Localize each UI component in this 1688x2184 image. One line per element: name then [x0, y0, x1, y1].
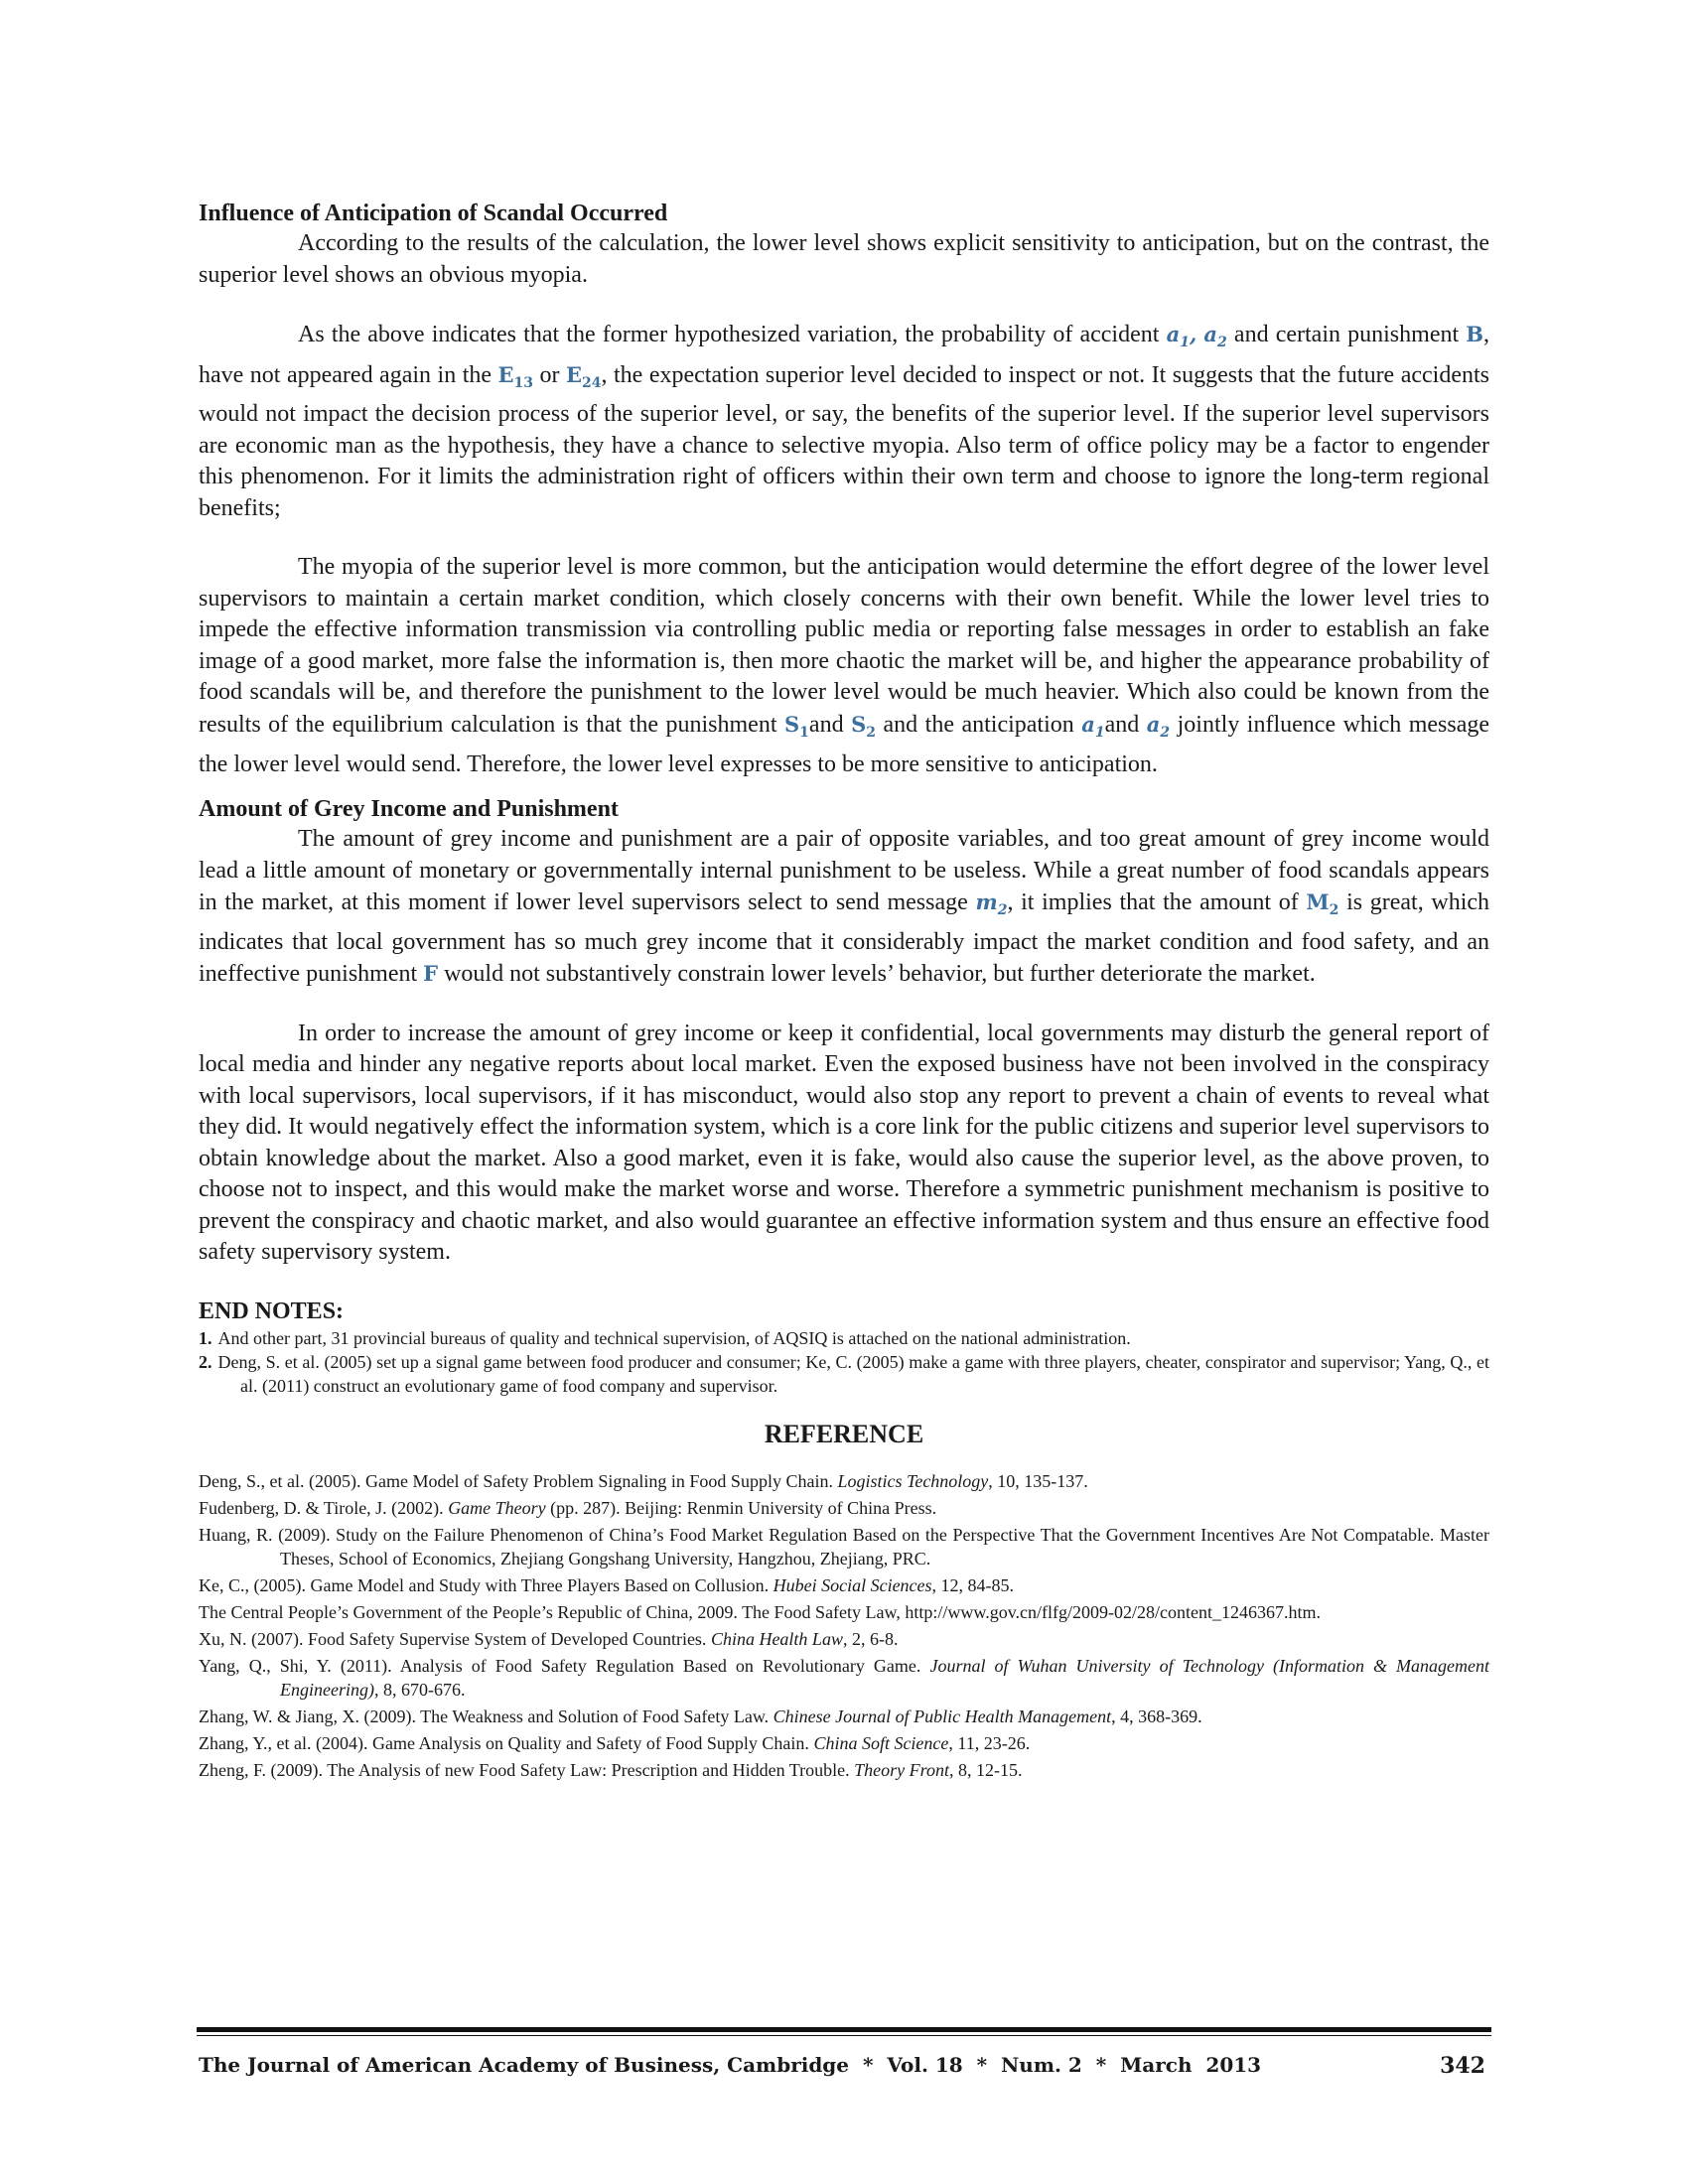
- paragraph: As the above indicates that the former hypothesized variation, the probability of accident $a_1$, $a_2$ and certain punishment B, have not appeared again in the $E_{13}$ or $E_{24}$, the expectation superior level decided to inspect or not. It suggests that the future accidents would not impact the decision process of the superior level, or say, the benefits of the superior level. If the superior level supervisors are economic man as the hypothesis, they have a chance to selective myopia. Also term of office policy may be a factor to engender this phenomenon. For it limits the administration right of officers within their own term and choose to ignore the long-term regional benefits;: [199, 322, 1490, 521]
- symbol-F: F: [423, 961, 439, 987]
- section-heading-anticipation: Influence of Anticipation of Scandal Occurred: [199, 201, 668, 226]
- symbol-a1: $a_1$: [1081, 711, 1105, 742]
- paragraph: In order to increase the amount of grey income or keep it confidential, local governments may disturb the general report of local media and hinder any negative reports about local market. Even the exposed business have not been involved in the conspiracy with local supervisors, local supervisors, if it has misconduct, would also stop any report to prevent a chain of events to reveal what they did. It would negatively effect the information system, which is a core link for the public citizens and superior level supervisors to obtain knowledge about the market. Also a good market, even it is fake, would also cause the superior level, as the above proven, to choose not to inspect, and this would make the market worse and worse. Therefore a symmetric punishment mechanism is positive to prevent the conspiracy and chaotic market, and also would guarantee an effective information system and thus ensure an effective food safety supervisory system.: [199, 1020, 1489, 1266]
- reference-item: Zheng, F. (2009). The Analysis of new Food Safety Law: Prescription and Hidden Trouble. Theory Front, 8, 12-15.: [199, 1759, 1023, 1780]
- symbol-a2: $a_2$: [1146, 711, 1171, 742]
- reference-item: Ke, C., (2005). Game Model and Study with Three Players Based on Collusion. Hubei Social Sciences, 12, 84-85.: [199, 1574, 1015, 1595]
- symbol-a1: $a_1$: [1166, 322, 1190, 351]
- end-notes-heading: END NOTES:: [199, 1297, 345, 1324]
- reference-item: Yang, Q., Shi, Y. (2011). Analysis of Food Safety Regulation Based on Revolutionary Game. Journal of Wuhan University of Technology (Information & Management Engineering), 8, 670-676.: [199, 1655, 1489, 1700]
- reference-item: Fudenberg, D. & Tirole, J. (2002). Game Theory (pp. 287). Beijing: Renmin University of China Press.: [199, 1497, 937, 1518]
- section-heading-grey-income: Amount of Grey Income and Punishment: [199, 796, 619, 823]
- symbol-S1: $S_1$: [784, 711, 809, 742]
- end-note: 2. Deng, S. et al. (2005) set up a signal game between food producer and consumer; Ke, C. (2005) make a game with three players, cheater, conspirator and supervisor; Yang, Q., et al. (2011) construct an evolutionary game of food company and supervisor.: [199, 1351, 1489, 1396]
- symbol-a2: $a_2$: [1203, 322, 1227, 351]
- reference-item: Deng, S., et al. (2005). Game Model of Safety Problem Signaling in Food Supply Chain. Logistics Technology, 10, 135-137.: [199, 1470, 1088, 1491]
- paragraph: The myopia of the superior level is more common, but the anticipation would determine the effort degree of the lower level supervisors to maintain a certain market condition, which closely concerns with their own benefit. While the lower level tries to impede the effective information transmission via controlling public media or reporting false messages in order to establish an fake image of a good market, more false the information is, then more chaotic the market will be, and higher the appearance probability of food scandals will be, and therefore the punishment to the lower level would be much heavier. Which also could be known from the results of the equilibrium calculation is that the punishment $S_1and$ $S_2$ and the anticipation $a_1and$ $a_2$ jointly influence which message the lower level would send. Therefore, the lower level expresses to be more sensitive to anticipation.: [199, 554, 1490, 777]
- reference-item: Xu, N. (2007). Food Safety Supervise System of Developed Countries. China Health Law, 2, 6-8.: [199, 1628, 899, 1649]
- symbol-M2: $M_2$: [1306, 889, 1339, 919]
- symbol-m2: $m_2$: [975, 889, 1008, 919]
- page-body: [199, 199, 1489, 1785]
- footer-rule: [197, 2027, 1491, 2032]
- symbol-E24: $E_{24}$: [566, 361, 602, 391]
- paragraph: According to the results of the calculation, the lower level shows explicit sensitivity to anticipation, but on the contrast, the superior level shows an obvious myopia.: [199, 230, 1489, 288]
- symbol-E13: $E_{13}$: [497, 361, 534, 391]
- paragraph: The amount of grey income and punishment are a pair of opposite variables, and too great amount of grey income would lead a little amount of monetary or governmentally internal punishment to be useless. While a great number of food scandals appears in the market, at this moment if lower level supervisors select to send message $m_2$, it implies that the amount of $M_2$ is great, which indicates that local government has so much grey income that it considerably impact the market condition and food safety, and an ineffective punishment F would not substantively constrain lower levels’ behavior, but further deteriorate the market.: [199, 826, 1490, 988]
- reference-item: Zhang, W. & Jiang, X. (2009). The Weakness and Solution of Food Safety Law. Chinese Journal of Public Health Management, 4, 368-369.: [199, 1706, 1202, 1726]
- reference-item: Zhang, Y., et al. (2004). Game Analysis on Quality and Safety of Food Supply Chain. China Soft Science, 11, 23-26.: [199, 1732, 1031, 1753]
- reference-list: [199, 1469, 1489, 1782]
- reference-item: The Central People’s Government of the People’s Republic of China, 2009. The Food Safety Law, http://www.gov.cn/flfg/2009-02/28/content_1246367.htm.: [199, 1601, 1321, 1622]
- end-note: 1. And other part, 31 provincial bureaus of quality and technical supervision, of AQSIQ is attached on the national administration.: [199, 1327, 1131, 1348]
- page-footer: [199, 2053, 1485, 2077]
- page-number: 342: [1440, 2053, 1485, 2079]
- reference-heading: REFERENCE: [764, 1419, 924, 1448]
- symbol-B: B: [1466, 322, 1484, 346]
- journal-citation: The Journal of American Academy of Business, Cambridge * Vol. 18 * Num. 2 * March 2013: [199, 2053, 1262, 2077]
- footer-rule-thin: [197, 2035, 1491, 2036]
- end-notes-list: [199, 1326, 1489, 1398]
- reference-item: Huang, R. (2009). Study on the Failure Phenomenon of China’s Food Market Regulation Based on the Perspective That the Government Incentives Are Not Compatable. Master Theses, School of Economics, Zhejiang Gongshang University, Hangzhou, Zhejiang, PRC.: [199, 1524, 1489, 1569]
- symbol-S2: $S_2$: [851, 711, 876, 742]
